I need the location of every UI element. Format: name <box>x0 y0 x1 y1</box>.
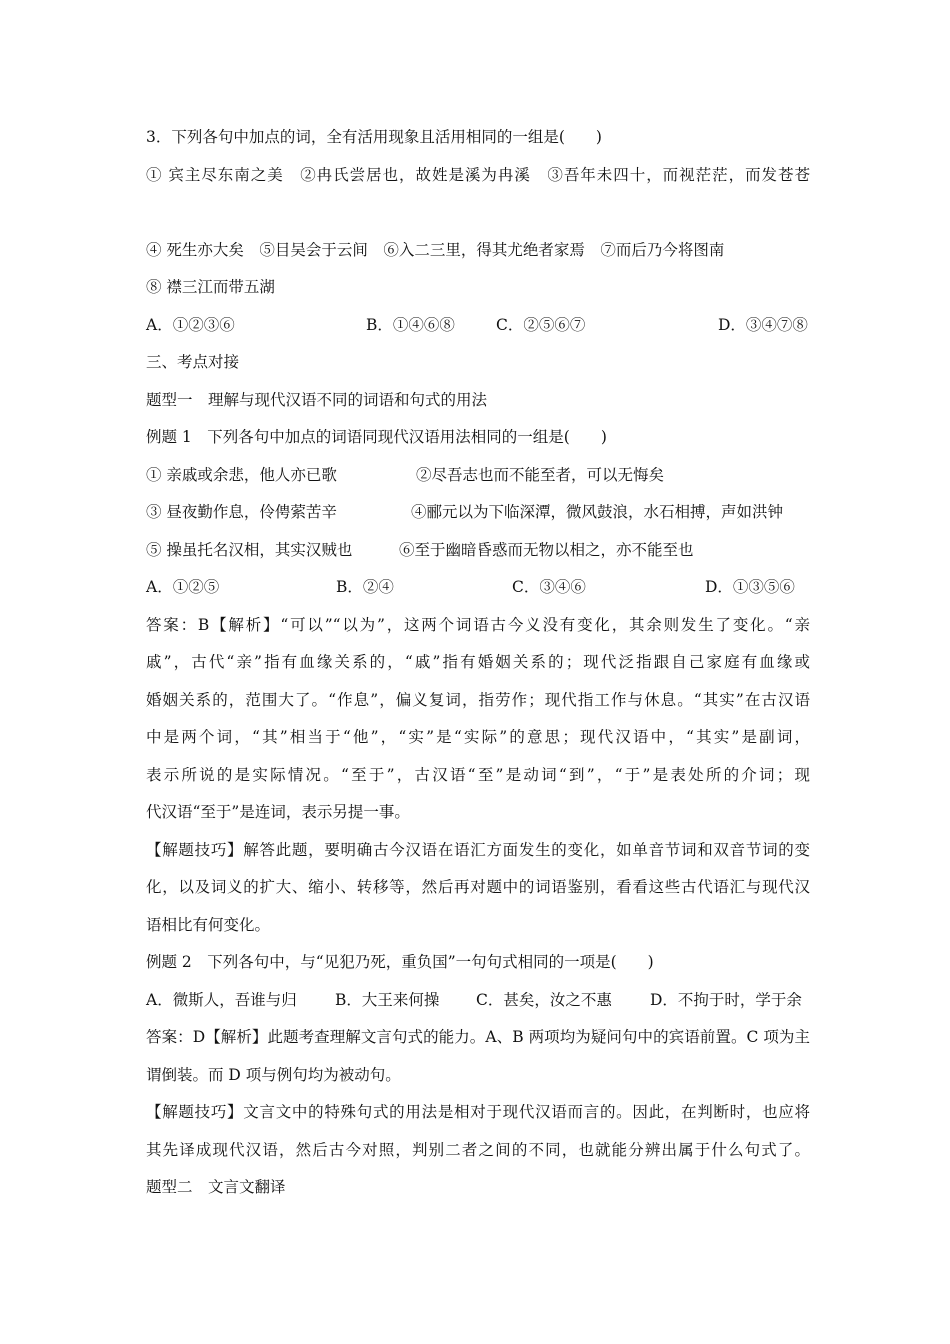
type-1-heading: 题型一 理解与现代汉语不同的词语和句式的用法 <box>146 391 488 409</box>
example-2-answer-line: 答案：D【解析】此题考查理解文言句式的能力。A、B 两项均为疑问句中的宾语前置。C 项为主 <box>146 1028 810 1046</box>
q3-option-b: B．①④⑥⑧ <box>366 316 455 334</box>
example-2-stem: 例题 2 下列各句中，与“见犯乃死，重负国”一句句式相同的一项是( ) <box>146 953 654 971</box>
example-1-tip-line: 【解题技巧】解答此题，要明确古今汉语在语汇方面发生的变化，如单音节词和双音节词的变 <box>146 841 810 859</box>
example-2-option-a: A．微斯人，吾谁与归 <box>146 991 297 1009</box>
type-2-heading: 题型二 文言文翻译 <box>146 1178 286 1196</box>
example-1-option-d: D．①③⑤⑥ <box>705 578 795 596</box>
example-1-answer-line: 中是两个词，“其”相当于“他”，“实”是“实际”的意思；现代汉语中，“其实”是副词， <box>146 728 810 746</box>
q3-option-c: C．②⑤⑥⑦ <box>496 316 586 334</box>
q3-line-3: ⑧ 襟三江而带五湖 <box>146 278 275 296</box>
example-2-answer-line: 谓倒装。而 D 项与例句均为被动句。 <box>146 1066 401 1084</box>
q3-stem: 3．下列各句中加点的词，全有活用现象且活用相同的一组是( ) <box>146 128 602 146</box>
example-1-answer-line: 戚”，古代“亲”指有血缘关系的，“戚”指有婚姻关系的；现代泛指跟自己家庭有血缘或 <box>146 653 810 671</box>
q3-line-2: ④ 死生亦大矣 ⑤目吴会于云间 ⑥入二三里，得其尤绝者家焉 ⑦而后乃今将图南 <box>146 241 725 259</box>
example-1-item-6: ⑥至于幽暗昏惑而无物以相之，亦不能至也 <box>399 541 694 559</box>
example-1-tip-line: 化，以及词义的扩大、缩小、转移等，然后再对题中的词语鉴别，看看这些古代语汇与现代汉 <box>146 878 810 896</box>
q3-line-1: ① 宾主尽东南之美 ②冉氏尝居也，故姓是溪为冉溪 ③吾年未四十，而视茫茫，而发苍苍 <box>146 166 810 184</box>
section-heading: 三、考点对接 <box>146 353 240 371</box>
example-1-option-a: A．①②⑤ <box>146 578 220 596</box>
example-1-answer-line: 答案：B【解析】“可以”“以为”，这两个词语古今义没有变化，其余则发生了变化。“亲 <box>146 616 810 634</box>
example-2-tip-line: 其先译成现代汉语，然后古今对照，判别二者之间的不同，也就能分辨出属于什么句式了。 <box>146 1141 810 1159</box>
example-2-option-d: D．不拘于时，学于余 <box>650 991 802 1009</box>
example-1-answer-line: 婚姻关系的，范围大了。“作息”，偏义复词，指劳作；现代指工作与休息。“其实”在古汉语 <box>146 691 810 709</box>
example-1-option-b: B．②④ <box>336 578 394 596</box>
example-1-stem: 例题 1 下列各句中加点的词语同现代汉语用法相同的一组是( ) <box>146 428 607 446</box>
example-1-item-3: ③ 昼夜勤作息，伶俜萦苦辛 <box>146 503 337 521</box>
q3-option-a: A．①②③⑥ <box>146 316 235 334</box>
example-2-option-c: C．甚矣，汝之不惠 <box>476 991 612 1009</box>
example-1-answer-line: 代汉语“至于”是连词，表示另提一事。 <box>146 803 410 821</box>
example-2-option-b: B．大王来何操 <box>335 991 440 1009</box>
example-1-item-2: ②尽吾志也而不能至者，可以无悔矣 <box>416 466 665 484</box>
example-1-item-4: ④郦元以为下临深潭，微风鼓浪，水石相搏，声如洪钟 <box>411 503 784 521</box>
example-1-item-5: ⑤ 操虽托名汉相，其实汉贼也 <box>146 541 353 559</box>
example-1-option-c: C．③④⑥ <box>512 578 586 596</box>
example-1-answer-line: 表示所说的是实际情况。“至于”，古汉语“至”是动词“到”，“于”是表处所的介词；现 <box>146 766 810 784</box>
q3-option-d: D．③④⑦⑧ <box>718 316 808 334</box>
example-2-tip-line: 【解题技巧】文言文中的特殊句式的用法是相对于现代汉语而言的。因此，在判断时，也应将 <box>146 1103 810 1121</box>
example-1-item-1: ① 亲戚或余悲，他人亦已歌 <box>146 466 337 484</box>
example-1-tip-line: 语相比有何变化。 <box>146 916 271 934</box>
